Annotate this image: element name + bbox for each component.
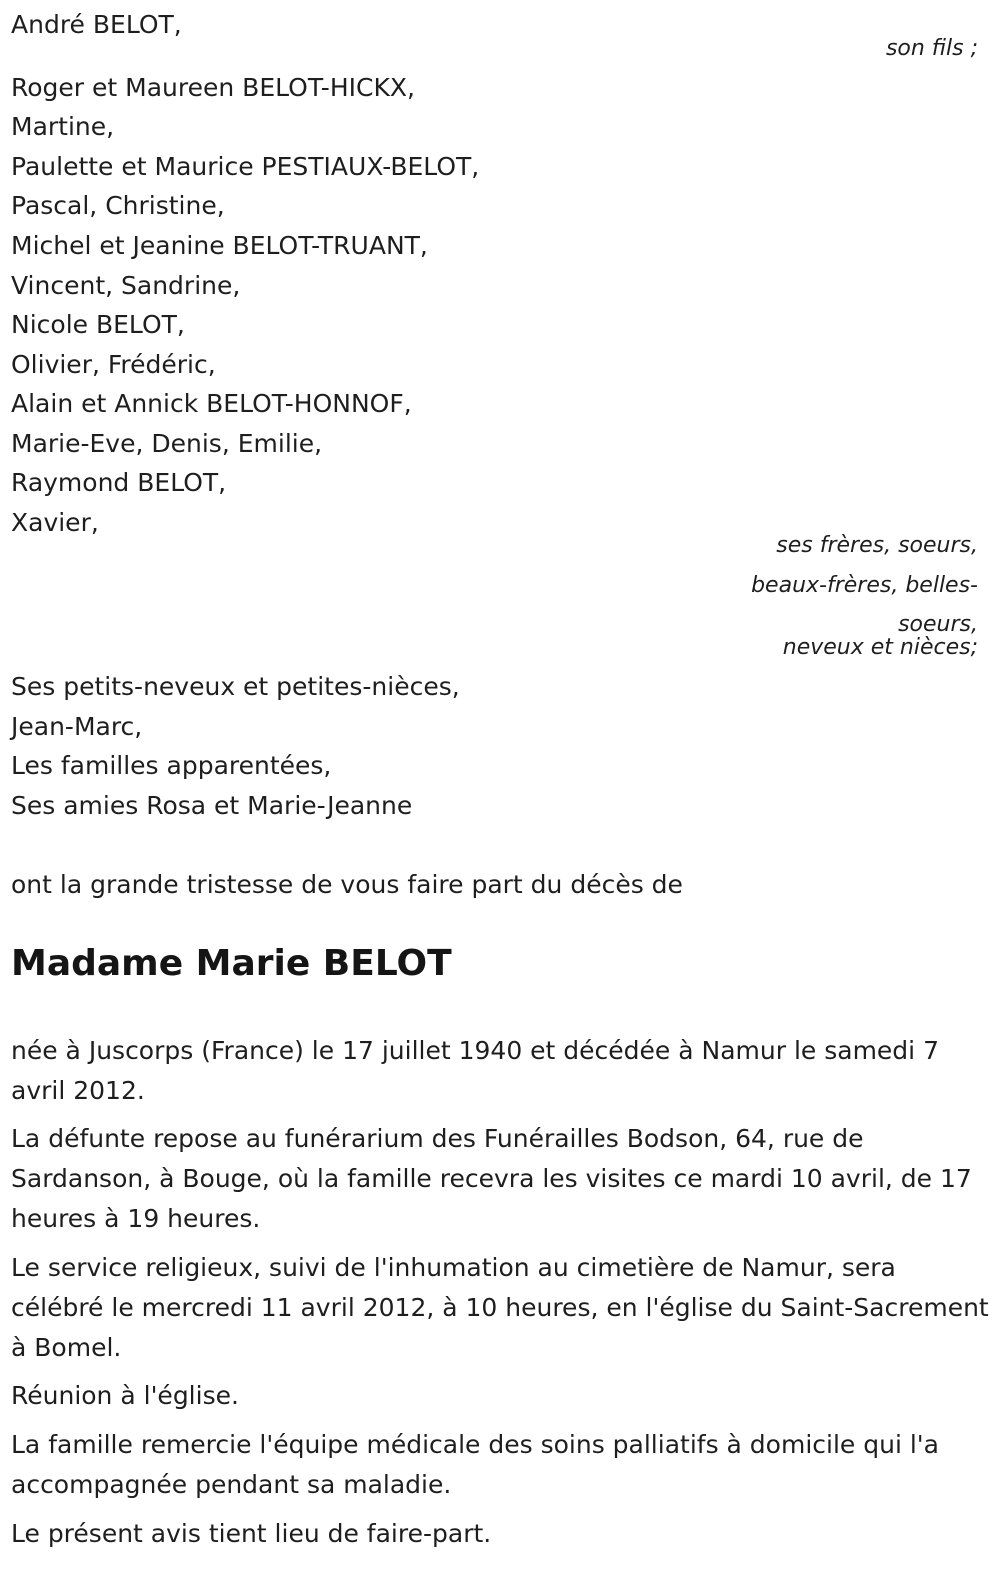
service-paragraph: Le service religieux, suivi de l'inhumation au cimetière de Namur, sera célébré le mercredi 11 avril 2012, à 10 heures, en l'église du Saint-Sacrement à Bomel. [11, 1253, 989, 1362]
siblings-role: soeurs, [898, 612, 978, 637]
family-line: Pascal, Christine, [11, 191, 225, 220]
announcement-text: ont la grande tristesse de vous faire part du décès de [11, 870, 683, 899]
family-line: Roger et Maureen BELOT-HICKX, [11, 73, 415, 102]
deceased-name: Madame Marie BELOT [11, 943, 452, 984]
family-line: Paulette et Maurice PESTIAUX-BELOT, [11, 152, 480, 181]
family-line: Ses petits-neveux et petites-nièces, [11, 672, 460, 701]
family-line: Olivier, Frédéric, [11, 350, 216, 379]
family-line: Marie-Eve, Denis, Emilie, [11, 429, 323, 458]
family-line: Ses amies Rosa et Marie-Jeanne [11, 791, 413, 820]
visitation-paragraph: La défunte repose au funérarium des Funérailles Bodson, 64, rue de Sardanson, à Bouge, où la famille recevra les visites ce mardi 10 avril, de 17 heures à 19 heures. [11, 1124, 972, 1233]
family-line: Alain et Annick BELOT-HONNOF, [11, 389, 412, 418]
birth-death-paragraph: née à Juscorps (France) le 17 juillet 1940 et décédée à Namur le samedi 7 avril 2012. [11, 1036, 939, 1105]
family-line: Xavier, [11, 508, 99, 537]
family-line: Vincent, Sandrine, [11, 271, 241, 300]
family-line: Michel et Jeanine BELOT-TRUANT, [11, 231, 428, 260]
gathering-paragraph: Réunion à l'église. [11, 1381, 239, 1410]
son-role: son fils ; [885, 36, 978, 61]
thanks-paragraph: La famille remercie l'équipe médicale des soins palliatifs à domicile qui l'a accompagnée pendant sa maladie. [11, 1430, 939, 1499]
siblings-role: beaux-frères, belles- [751, 573, 978, 598]
notice-paragraph: Le présent avis tient lieu de faire-part. [11, 1519, 492, 1548]
family-line: Les familles apparentées, [11, 751, 332, 780]
family-line: Nicole BELOT, [11, 310, 185, 339]
family-line: Raymond BELOT, [11, 468, 227, 497]
siblings-role: ses frères, soeurs, [776, 533, 978, 558]
family-line: Jean-Marc, [11, 712, 143, 741]
siblings-role: neveux et nièces; [782, 635, 978, 660]
family-line: Martine, [11, 112, 115, 141]
son-name: André BELOT, [11, 10, 182, 39]
